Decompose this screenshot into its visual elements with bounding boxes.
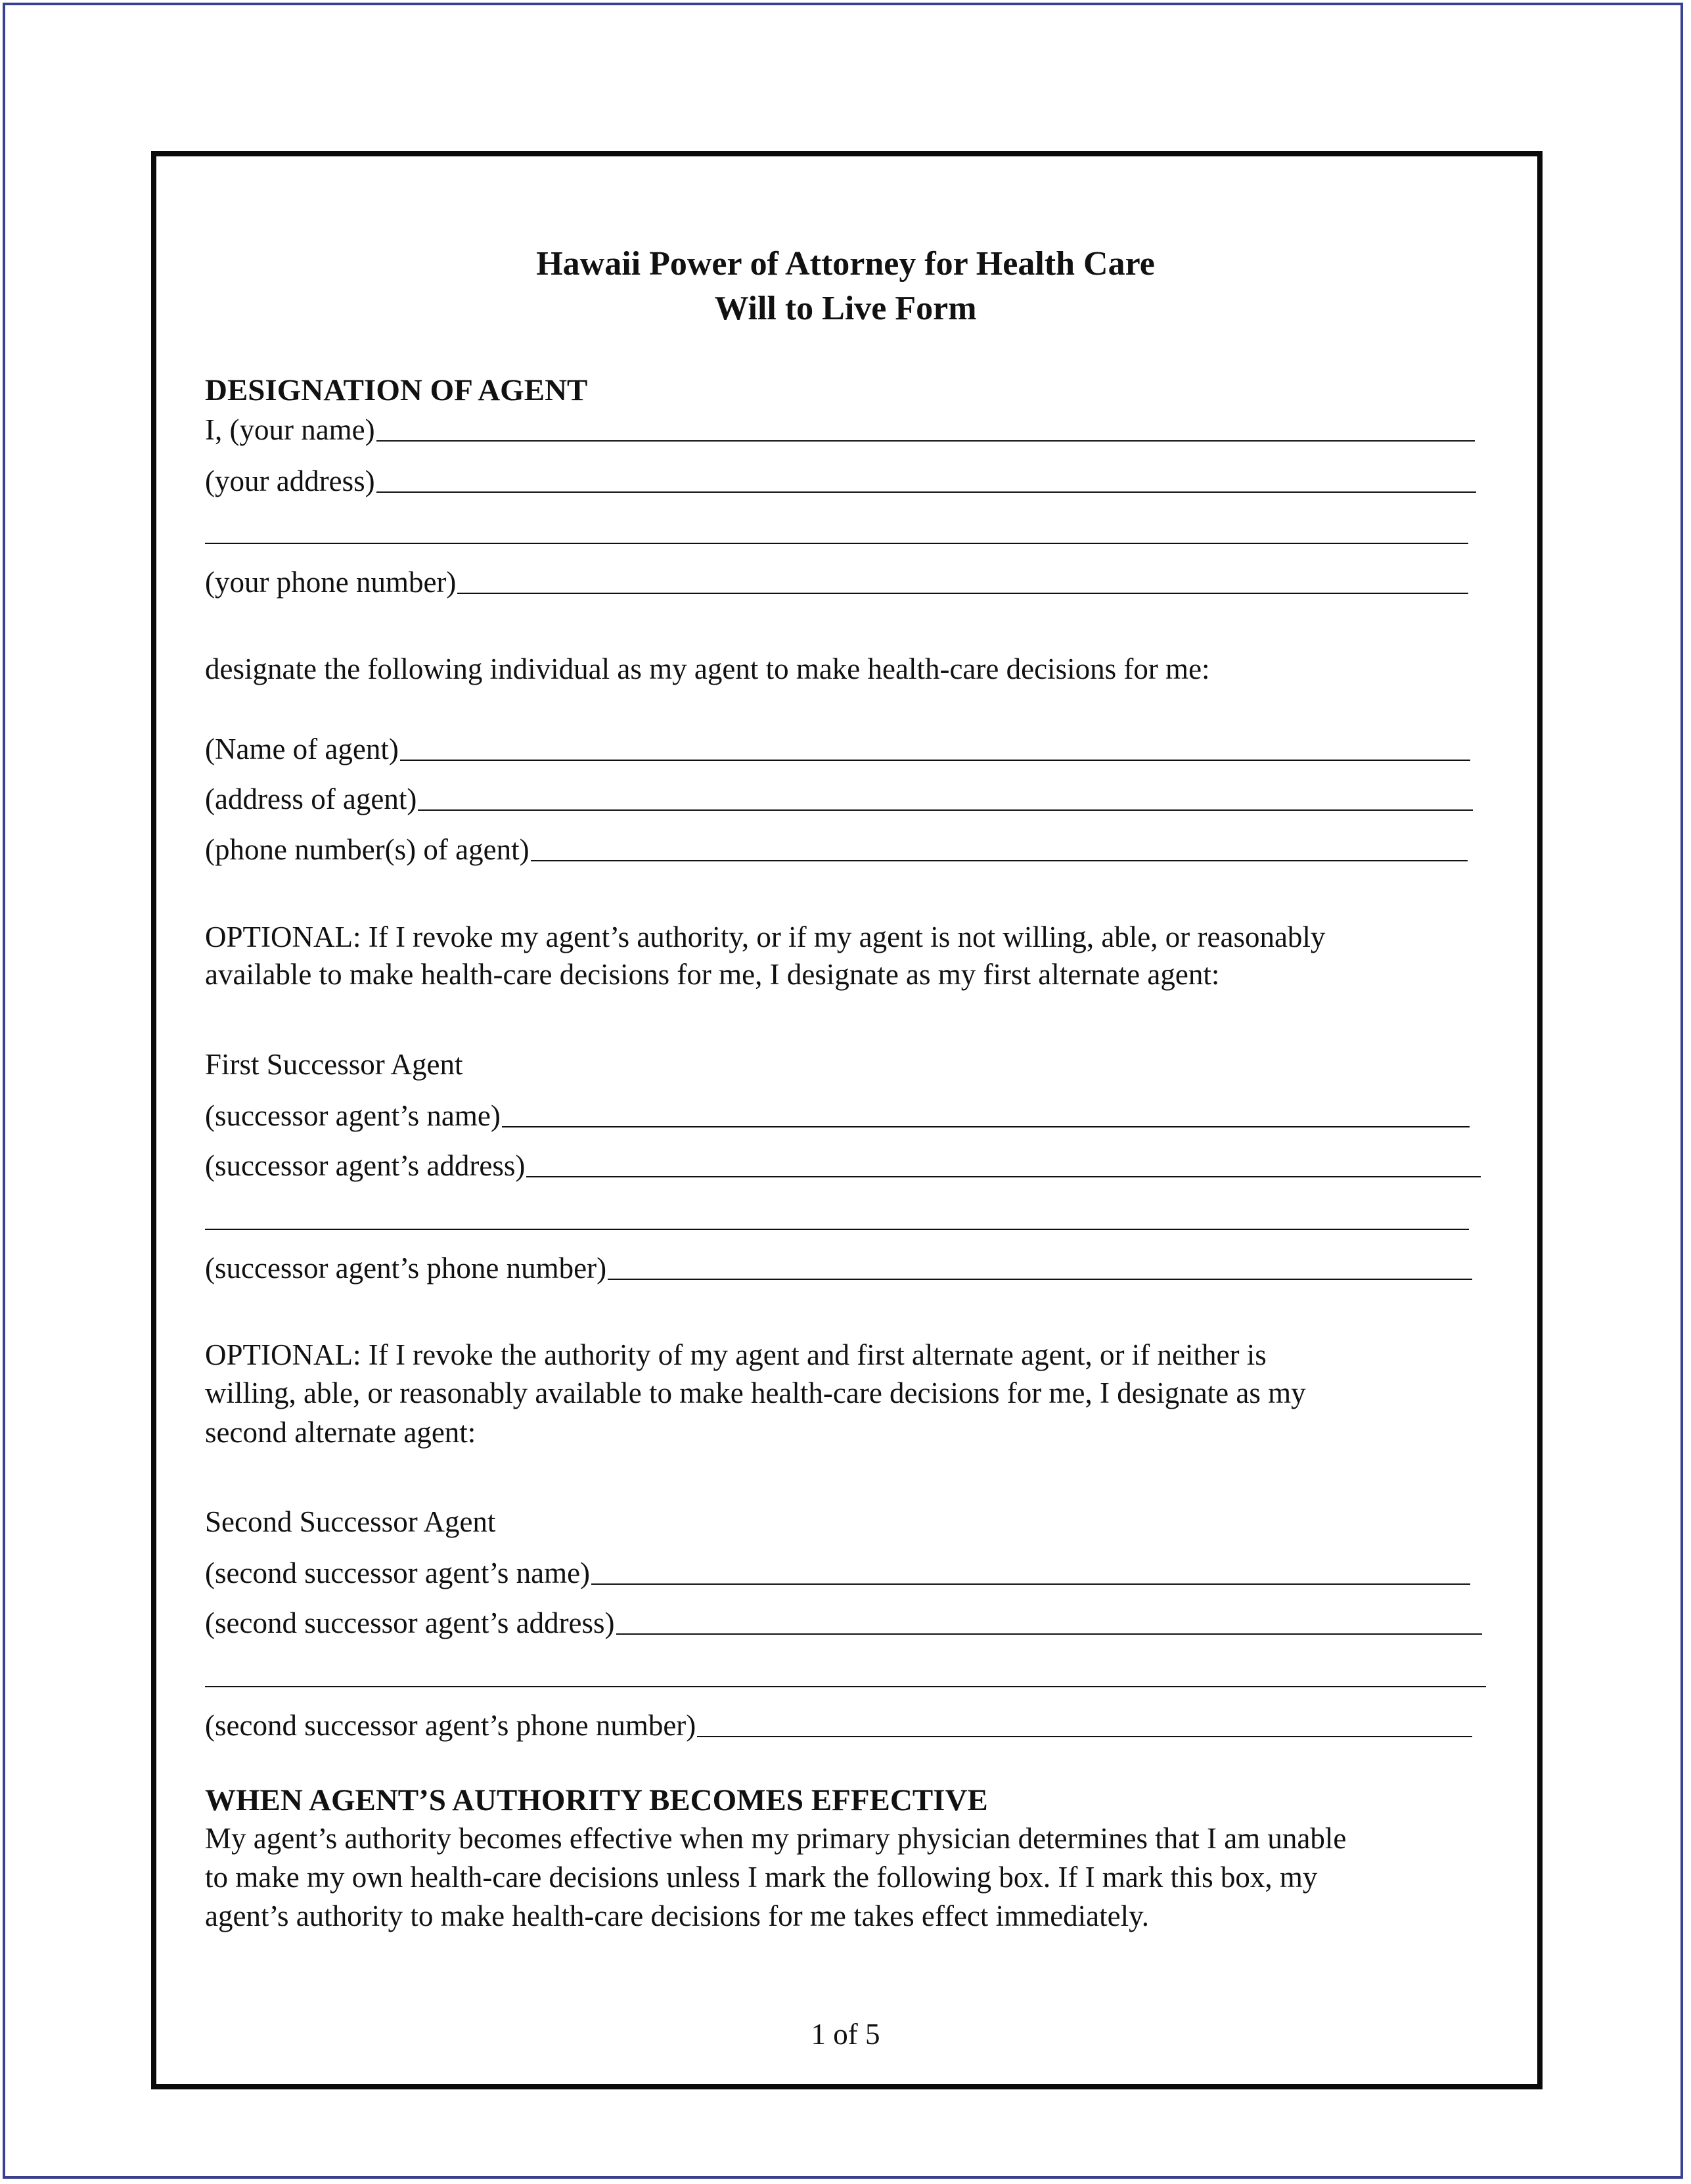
first-successor-address-label: (successor agent’s address) xyxy=(205,1149,526,1182)
second-successor-name-field[interactable] xyxy=(205,1553,1470,1591)
your-phone-field[interactable] xyxy=(205,562,1468,601)
first-successor-phone-line[interactable] xyxy=(608,1278,1472,1280)
second-successor-address-line-2[interactable] xyxy=(205,1686,1486,1687)
first-successor-heading: First Successor Agent xyxy=(205,1048,463,1081)
first-successor-name-field[interactable] xyxy=(205,1096,1470,1134)
agent-phone-field[interactable] xyxy=(205,830,1468,868)
agent-address-field[interactable] xyxy=(205,779,1473,817)
optional-first-text-line2: available to make health-care decisions for me, I designate as my first alternate agent: xyxy=(205,958,1220,991)
form-title-line1: Hawaii Power of Attorney for Health Care xyxy=(536,245,1155,283)
agent-address-label: (address of agent) xyxy=(205,783,417,815)
your-name-label: I, (your name) xyxy=(205,413,375,446)
designate-statement: designate the following individual as my agent to make health-care decisions for me: xyxy=(205,652,1210,685)
second-successor-phone-label: (second successor agent’s phone number) xyxy=(205,1709,696,1742)
designation-heading: DESIGNATION OF AGENT xyxy=(205,373,588,407)
page-number: 1 of 5 xyxy=(811,2018,880,2051)
agent-phone-line[interactable] xyxy=(531,859,1468,861)
agent-address-line[interactable] xyxy=(418,809,1473,811)
your-name-line[interactable] xyxy=(376,440,1475,442)
agent-name-label: (Name of agent) xyxy=(205,733,399,765)
first-successor-phone-label: (successor agent’s phone number) xyxy=(205,1252,607,1285)
optional-first-text-line1: OPTIONAL: If I revoke my agent’s authority, or if my agent is not willing, able, or reasonably xyxy=(205,921,1326,953)
second-successor-phone-field[interactable] xyxy=(205,1706,1472,1744)
your-address-field[interactable] xyxy=(205,461,1476,499)
first-successor-address-line-2[interactable] xyxy=(205,1229,1469,1230)
first-successor-name-line[interactable] xyxy=(502,1126,1470,1127)
effective-text-line2: to make my own health-care decisions unless I mark the following box. If I mark this box, my xyxy=(205,1861,1318,1894)
first-successor-address-line[interactable] xyxy=(526,1175,1481,1177)
your-address-line-2[interactable] xyxy=(205,543,1468,544)
second-successor-name-line[interactable] xyxy=(591,1583,1470,1585)
agent-name-field[interactable] xyxy=(205,729,1470,767)
second-successor-address-field[interactable] xyxy=(205,1603,1482,1641)
your-phone-label: (your phone number) xyxy=(205,566,457,599)
your-address-line[interactable] xyxy=(376,491,1476,493)
form-title-line2: Will to Live Form xyxy=(714,290,977,327)
your-phone-line[interactable] xyxy=(457,592,1468,594)
effective-text-line1: My agent’s authority becomes effective when my primary physician determines that I am unable xyxy=(205,1822,1347,1855)
your-name-field[interactable] xyxy=(205,410,1475,448)
first-successor-phone-field[interactable] xyxy=(205,1248,1472,1286)
effective-text-line3: agent’s authority to make health-care decisions for me takes effect immediately. xyxy=(205,1900,1149,1932)
effective-heading: WHEN AGENT’S AUTHORITY BECOMES EFFECTIVE xyxy=(205,1783,988,1817)
second-successor-heading: Second Successor Agent xyxy=(205,1505,496,1538)
second-successor-address-label: (second successor agent’s address) xyxy=(205,1606,615,1639)
second-successor-name-label: (second successor agent’s name) xyxy=(205,1557,591,1589)
agent-phone-label: (phone number(s) of agent) xyxy=(205,833,530,866)
second-successor-phone-line[interactable] xyxy=(697,1735,1472,1737)
second-successor-address-line[interactable] xyxy=(616,1633,1482,1635)
optional-second-text-line2: willing, able, or reasonably available to make health-care decisions for me, I designate as my xyxy=(205,1376,1306,1409)
your-address-label: (your address) xyxy=(205,465,375,497)
optional-second-text-line3: second alternate agent: xyxy=(205,1416,476,1449)
agent-name-line[interactable] xyxy=(400,759,1470,761)
first-successor-name-label: (successor agent’s name) xyxy=(205,1099,501,1132)
optional-second-text-line1: OPTIONAL: If I revoke the authority of my agent and first alternate agent, or if neither is xyxy=(205,1338,1267,1371)
first-successor-address-field[interactable] xyxy=(205,1146,1481,1184)
